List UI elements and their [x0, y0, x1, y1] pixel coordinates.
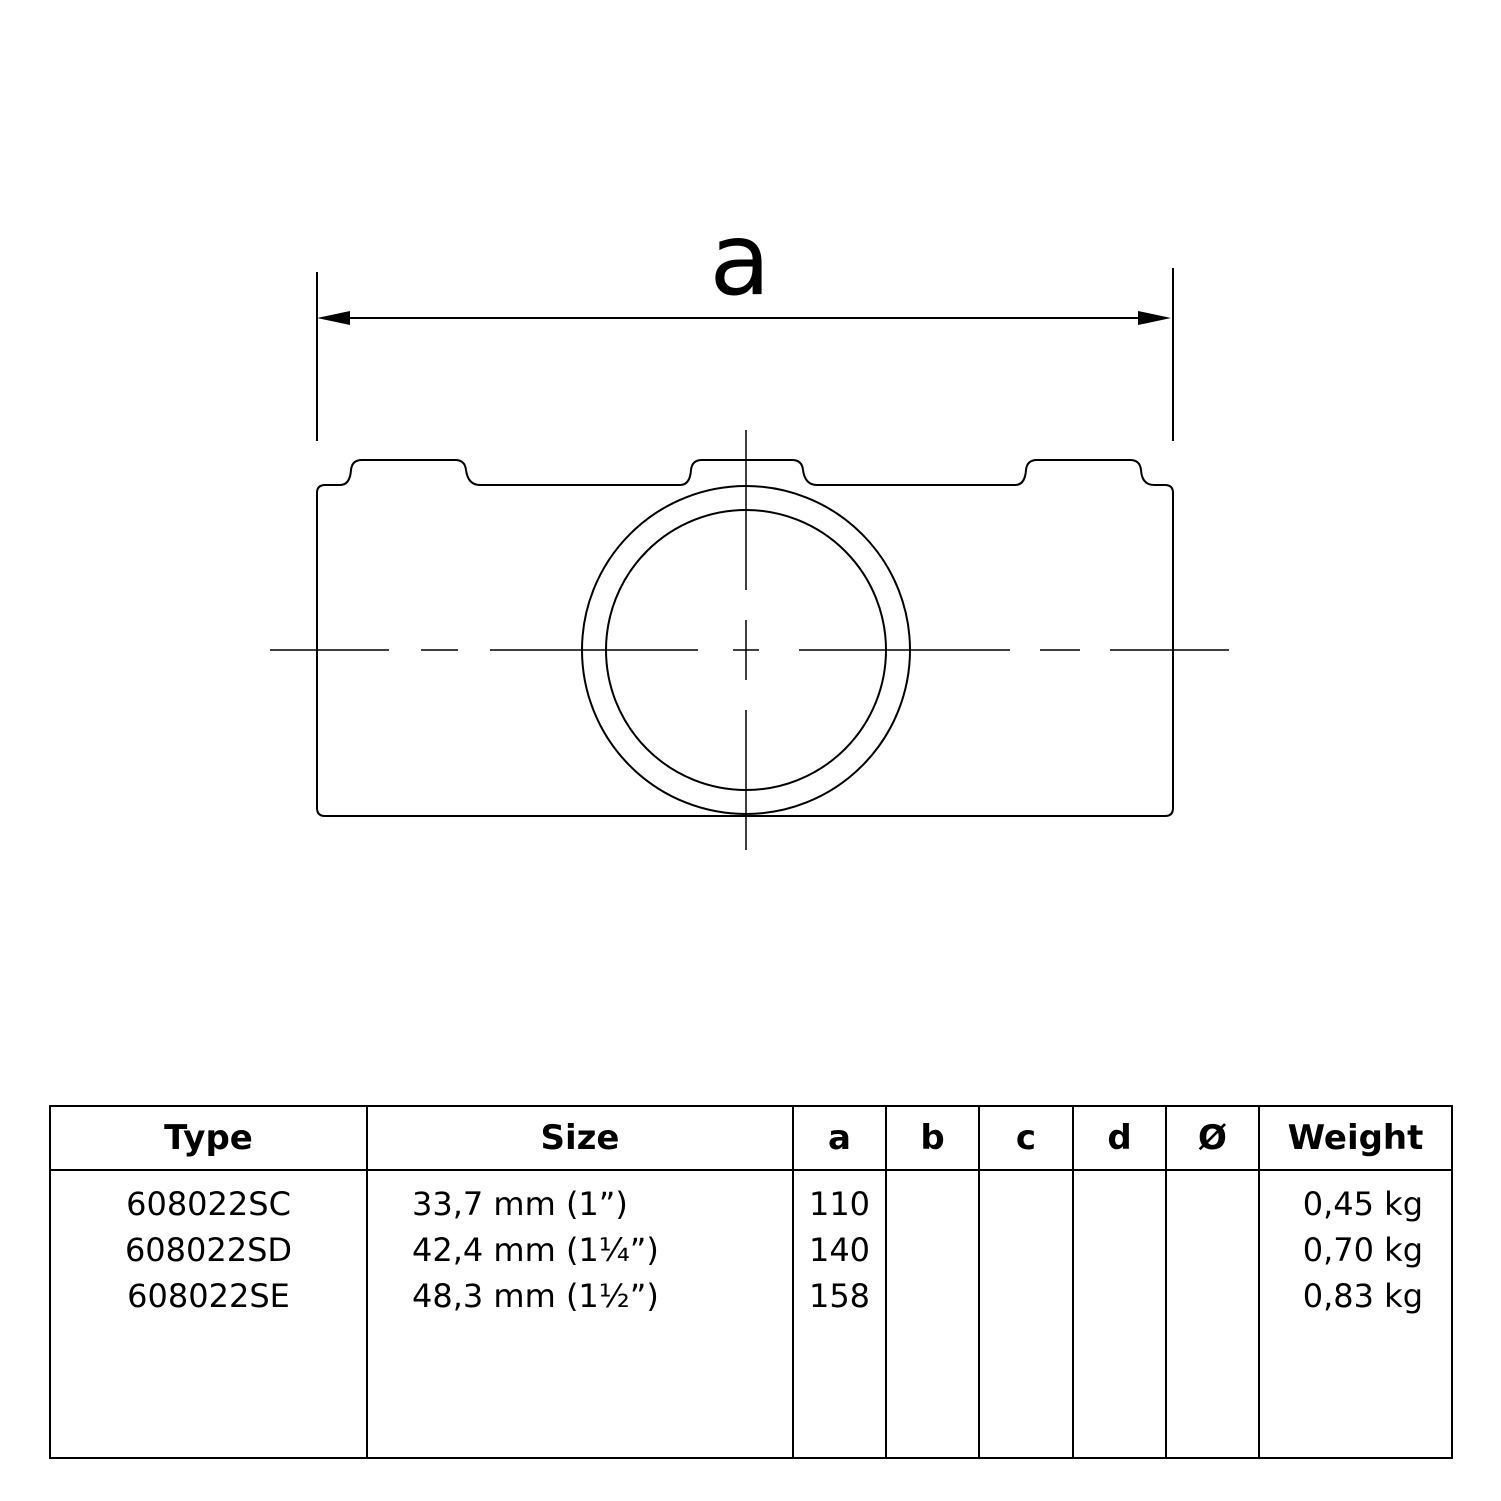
- table-cell-weight: 0,45 kg: [1302, 1185, 1423, 1223]
- table-cell-weight: 0,83 kg: [1302, 1277, 1423, 1315]
- header-size: Size: [367, 1106, 793, 1170]
- table-cell-type: 608022SD: [124, 1231, 293, 1269]
- table-cell-a: 140: [808, 1231, 871, 1269]
- table-body-row: [50, 1170, 1452, 1458]
- header-diameter: Ø: [1166, 1106, 1259, 1170]
- table-cell-size: 42,4 mm (1¼”): [412, 1231, 659, 1269]
- table-cell-type: 608022SC: [126, 1185, 291, 1223]
- d-column: [1073, 1170, 1166, 1458]
- dimension-arrow-left: [317, 311, 350, 325]
- table-cell-size: 33,7 mm (1”): [412, 1185, 628, 1223]
- table-cell-size: 48,3 mm (1½”): [412, 1277, 659, 1315]
- table-cell-a: 158: [808, 1277, 871, 1315]
- table-cell-a: 110: [808, 1185, 871, 1223]
- table-header-row: [50, 1106, 1452, 1170]
- c-column: [979, 1170, 1073, 1458]
- weight-column: [1259, 1170, 1452, 1458]
- header-weight: Weight: [1259, 1106, 1452, 1170]
- table-cell-type: 608022SE: [127, 1277, 290, 1315]
- b-column: [886, 1170, 979, 1458]
- header-d: d: [1073, 1106, 1166, 1170]
- a-column: [793, 1170, 886, 1458]
- header-b: b: [886, 1106, 979, 1170]
- header-c: c: [979, 1106, 1073, 1170]
- header-type: Type: [50, 1106, 367, 1170]
- table-cell-weight: 0,70 kg: [1302, 1231, 1423, 1269]
- fitting-outline: [317, 460, 1173, 816]
- size-column: [367, 1170, 793, 1458]
- type-column: [50, 1170, 367, 1458]
- dimension-arrow-right: [1138, 311, 1171, 325]
- dimension-label-a: a: [709, 201, 771, 318]
- specification-table: [49, 1105, 1453, 1459]
- diameter-column: [1166, 1170, 1259, 1458]
- header-a: a: [793, 1106, 886, 1170]
